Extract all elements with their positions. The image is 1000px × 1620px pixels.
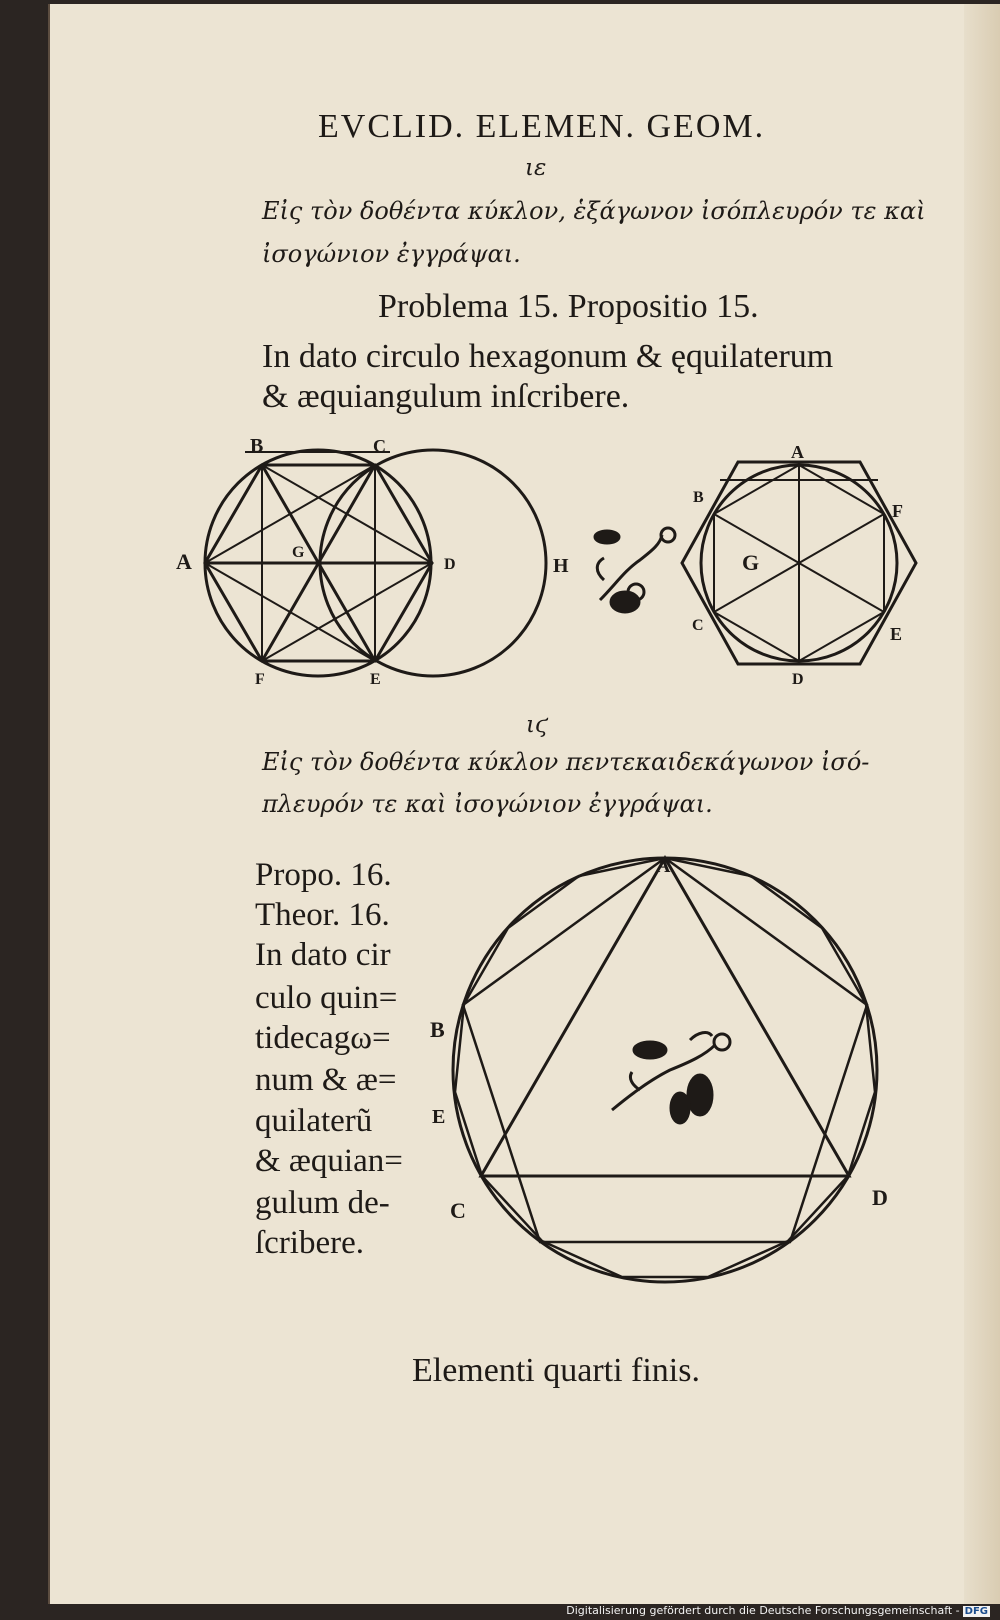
side-text-line: Theor. 16. xyxy=(255,897,390,933)
closing-line: Elementi quarti finis. xyxy=(412,1352,700,1389)
fig2-label-C: C xyxy=(692,617,704,634)
fig1-label-G: G xyxy=(292,544,305,561)
fig3-label-A: A xyxy=(656,855,671,877)
fig3-label-E: E xyxy=(432,1106,446,1128)
fig2-label-B: B xyxy=(693,489,704,506)
digitization-credit xyxy=(566,1604,990,1617)
fig1-label-B: B xyxy=(250,435,264,457)
problem-heading-15: Problema 15. Propositio 15. xyxy=(378,288,759,325)
fig3-label-B: B xyxy=(430,1017,445,1042)
fig3-label-D: D xyxy=(872,1185,888,1210)
inscribed-triangle xyxy=(481,858,849,1176)
side-text-line: ſcribere. xyxy=(255,1225,365,1261)
fig2-label-A: A xyxy=(791,442,804,462)
floral-ornament xyxy=(595,528,675,612)
greek-statement-16-line-2: πλευρόν τε καὶ ἰσογώνιον ἐγγράψαι. xyxy=(262,790,713,818)
greek-statement-15-line-2: ἰσογώνιον ἐγγράψαι. xyxy=(262,240,521,268)
fig1-label-E: E xyxy=(370,671,381,688)
figure-hexagon-around-circle xyxy=(682,462,916,664)
fig1-label-F: F xyxy=(255,671,265,688)
fig2-label-D: D xyxy=(792,671,804,688)
side-text-line: culo quin= xyxy=(255,980,398,1016)
side-text-line: gulum de- xyxy=(255,1185,390,1221)
figure-hexagon-two-circles xyxy=(205,450,546,676)
dfg-logo: DFG xyxy=(964,1606,988,1617)
fig1-label-H: H xyxy=(553,555,569,577)
fig1-label-D: D xyxy=(444,556,456,573)
fig1-label-A: A xyxy=(176,549,192,574)
side-text-line: num & æ= xyxy=(255,1062,397,1098)
greek-proposition-number-16: ιϛ xyxy=(526,712,548,738)
side-text-line: quilaterũ xyxy=(255,1103,373,1139)
greek-statement-16-line-1: Εἰς τὸν δοθέντα κύκλον πεντεκαιδεκάγωνον ἰσό- xyxy=(262,748,870,776)
fig2-label-G: G xyxy=(742,550,760,575)
inscribed-pentadecagon xyxy=(455,858,875,1277)
latin-statement-15-line-2: & æquiangulum inſcribere. xyxy=(262,378,630,415)
fig3-label-C: C xyxy=(450,1198,466,1223)
greek-statement-15-line-1: Εἰς τὸν δοθέντα κύκλον, ἑξάγωνον ἰσόπλευρόν τε καὶ xyxy=(262,197,926,225)
latin-statement-15-line-1: In dato circulo hexagonum & ęquilaterum xyxy=(262,338,834,375)
figure-pentadecagon xyxy=(453,858,877,1282)
side-text-line: tidecagω= xyxy=(255,1020,391,1056)
credit-text: Digitalisierung gefördert durch die Deutsche Forschungsgemeinschaft - xyxy=(566,1604,960,1617)
side-text-line: Propo. 16. xyxy=(255,857,392,893)
side-text-line: & æquian= xyxy=(255,1143,403,1179)
fig2-label-F: F xyxy=(892,501,903,521)
fig2-label-E: E xyxy=(890,624,903,644)
greek-proposition-number-15: ιε xyxy=(525,155,547,181)
side-text-line: In dato cir xyxy=(255,937,391,973)
running-head: EVCLID. ELEMEN. GEOM. xyxy=(318,108,766,145)
fig1-label-C: C xyxy=(373,436,386,456)
floral-ornament xyxy=(612,1033,730,1123)
